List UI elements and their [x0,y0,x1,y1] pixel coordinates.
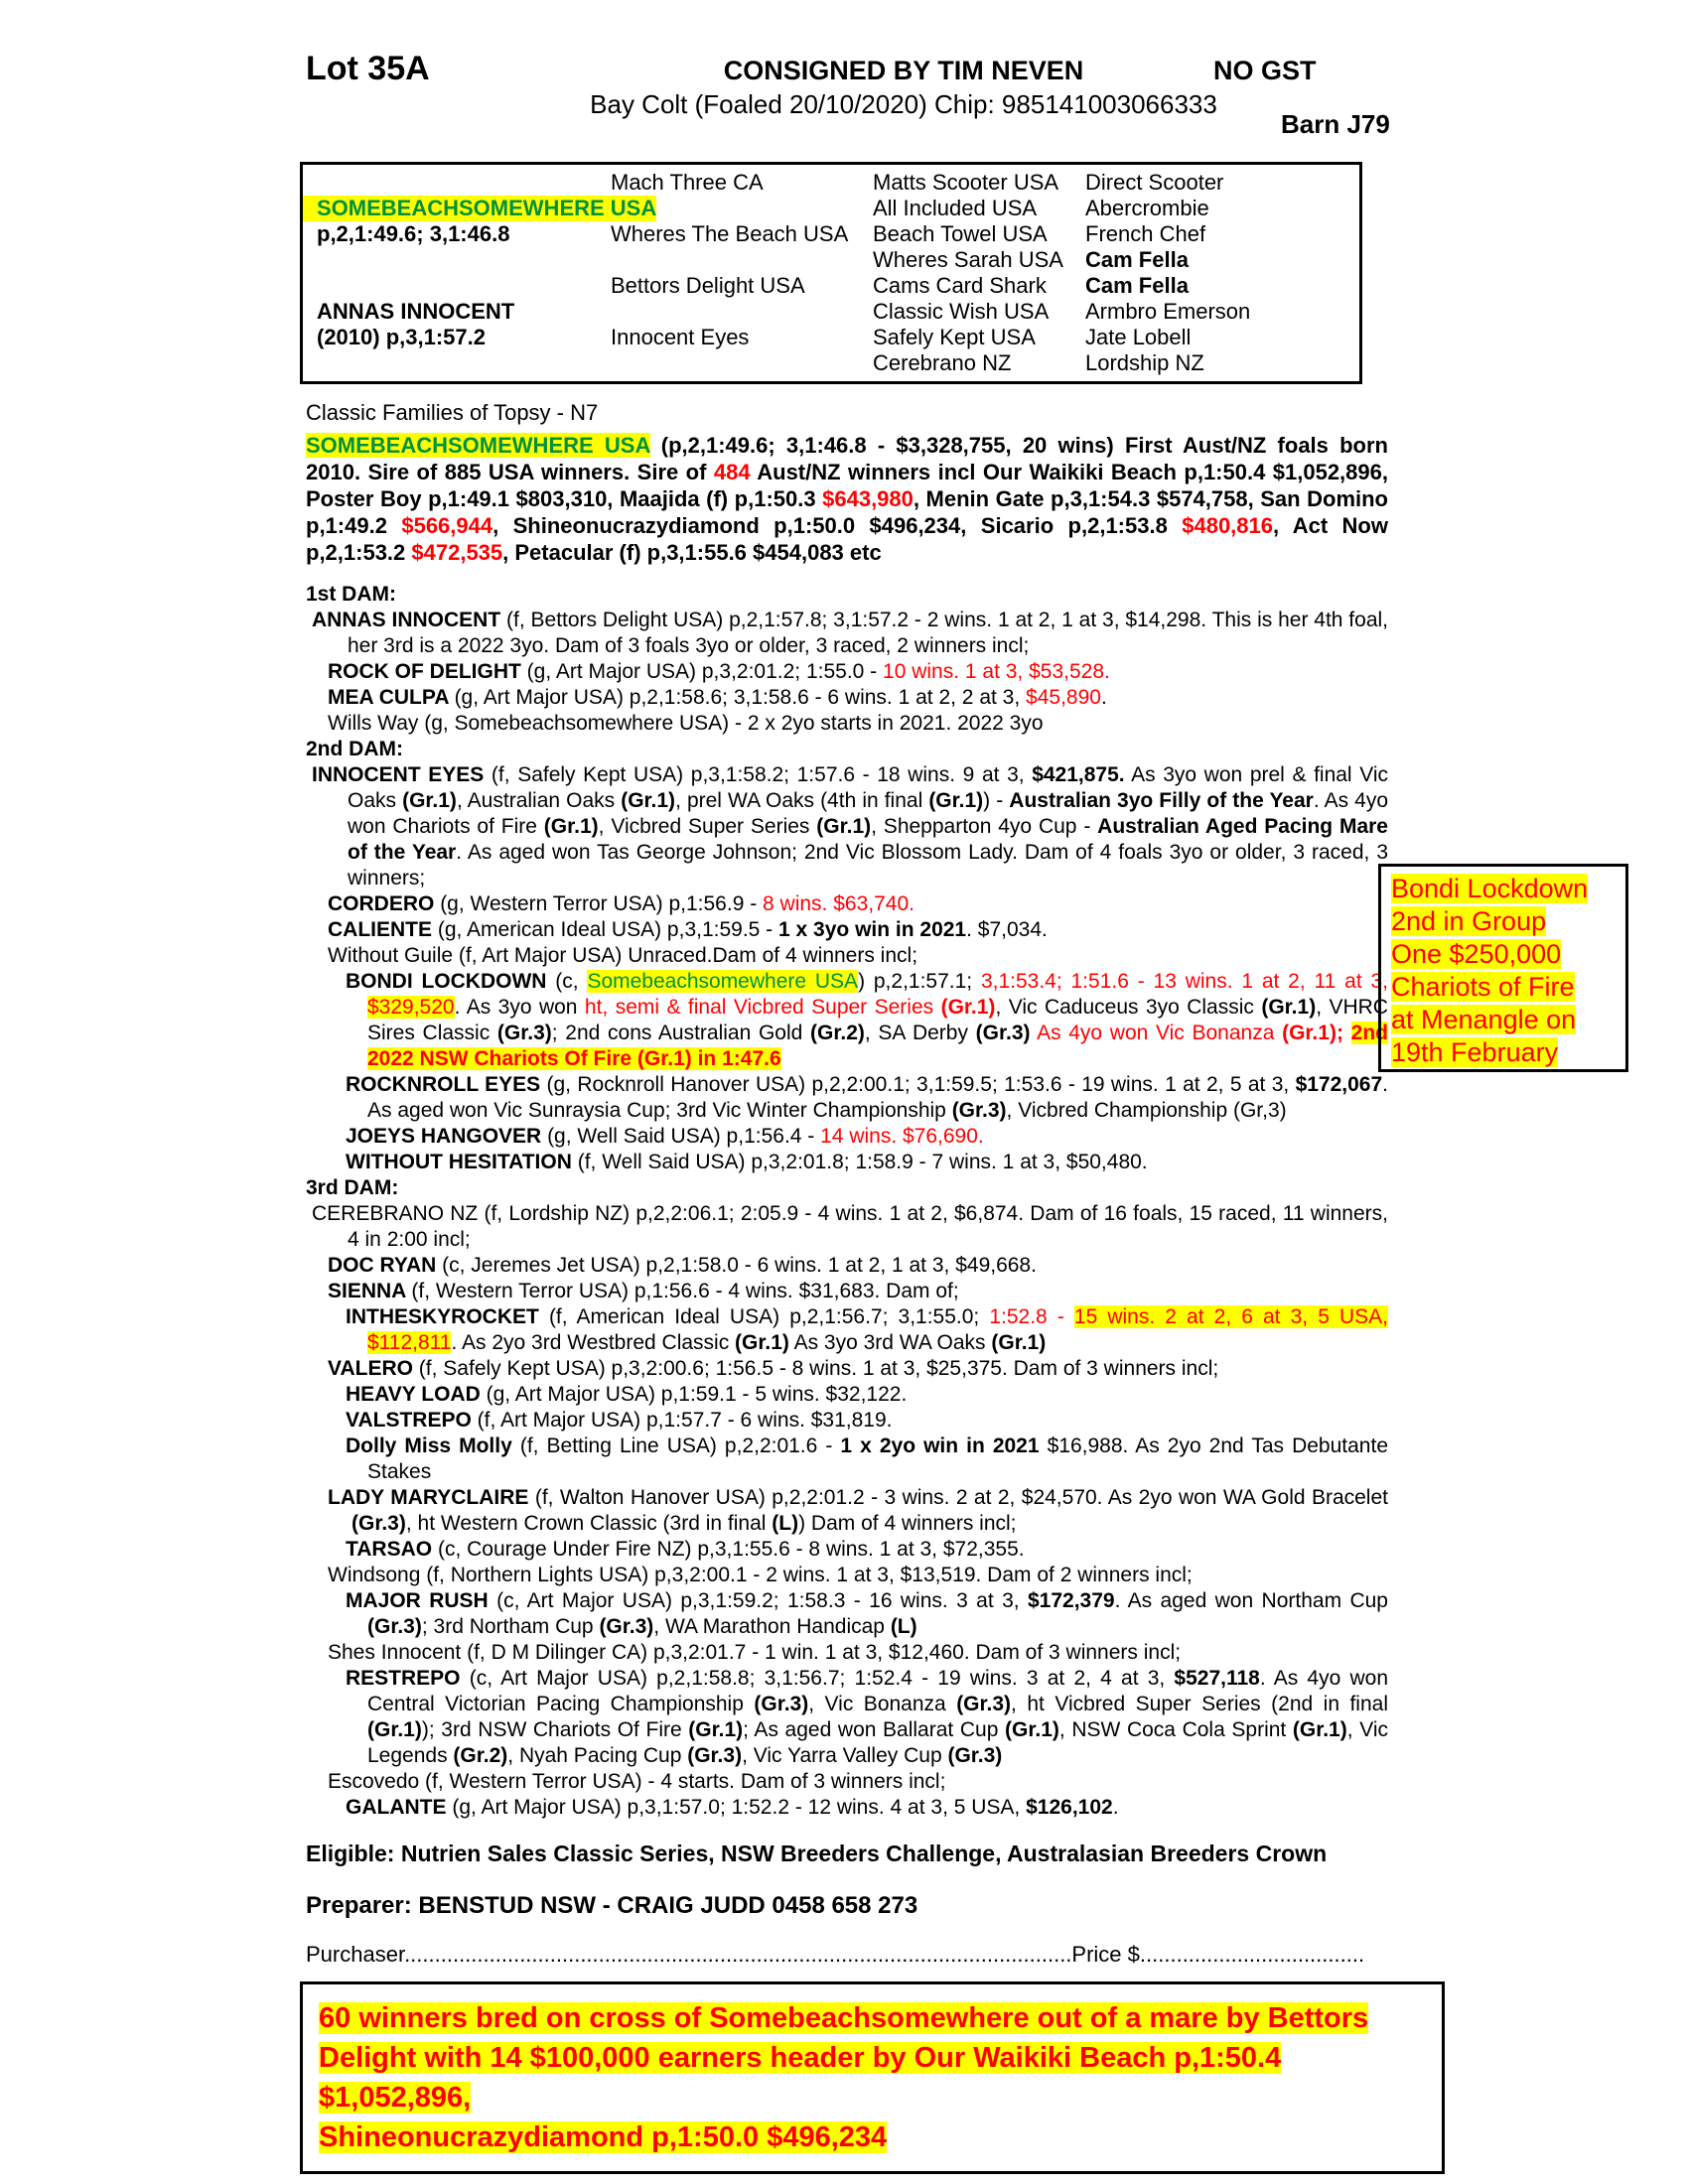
dam-section-header [306,737,1388,762]
text-segment [1343,1022,1351,1044]
pedigree-cell: Cam Fella [1085,273,1189,298]
horse-entry-cordero [306,891,1388,917]
pedigree-row [303,299,1359,325]
classic-families-line: Classic Families of Topsy - N7 [306,400,599,425]
text-segment: (f, Safely Kept USA) p,3,1:58.2; 1:57.6 - 18 wins. 9 at 3, [491,763,1033,786]
horse-entry-dolly-miss-molly [306,1433,1388,1485]
text-segment: Australian Aged Pacing Mare of the Year [348,815,1388,864]
text-segment: Dolly Miss Molly [346,1434,520,1457]
text-segment: 484 [713,460,751,484]
pedigree-cell: Jate Lobell [1085,325,1192,349]
page-header [0,0,1688,149]
pedigree-row [303,350,1359,376]
text-segment: , Vicbred Super Series [598,815,817,838]
text-segment: (g, American Ideal USA) p,3,1:59.5 - [437,918,779,941]
text-segment: (Gr.3) [496,1022,552,1044]
text-segment: 60 winners bred on cross of Somebeachsomewhere out of a mare by Bettors [319,2002,1369,2034]
pedigree-cell-dam-name: ANNAS INNOCENT [317,299,515,324]
text-segment: (Gr.3) [754,1693,809,1715]
footer-note-line [319,1998,1432,2038]
horse-entry-escovedo [306,1769,1388,1795]
preparer-line: Preparer: BENSTUD NSW - CRAIG JUDD 0458 658 273 [306,1892,918,1919]
text-segment: ht, semi & final Vicbred Super Series [584,996,941,1019]
dam-sections [306,582,1388,1821]
text-segment: (Gr.1) [402,789,457,812]
text-segment: . As 4yo won Central Victorian Pacing Championship [367,1667,1388,1715]
text-segment: BONDI LOCKDOWN [346,970,556,993]
text-segment: Aust/NZ winners incl Our Waikiki Beach p,1:50.4 $1,052,896, Poster Boy p,1:49.1 $803,310, Maajida (f) p,1:50.3 [306,460,1388,511]
footer-note-box [300,1981,1445,2174]
text-segment: (c, [555,970,588,993]
text-segment: . As 3yo won [454,996,585,1019]
text-segment: ; 2nd cons Australian Gold [551,1022,811,1044]
consignor-line: CONSIGNED BY TIM NEVEN [723,56,1084,85]
text-segment: JOEYS HANGOVER [346,1125,548,1148]
side-note-line [1391,1036,1625,1069]
text-segment: As 3yo won prel & final Vic Oaks [348,763,1388,812]
text-segment: (Gr.3) [956,1693,1012,1715]
text-segment: (f, Well Said USA) p,3,2:01.8; 1:58.9 - 7 wins. 1 at 3, $50,480. [577,1151,1148,1173]
pedigree-cell: Cams Card Shark [873,273,1047,298]
text-segment: CORDERO [328,892,441,915]
text-segment: 2nd 2022 NSW Chariots Of Fire [367,1022,1388,1070]
pedigree-cell: Matts Scooter USA [873,170,1059,195]
text-segment: $126,102 [1026,1796,1113,1819]
pedigree-cell: Abercrombie [1085,196,1209,220]
side-note-box [1378,864,1628,1072]
text-segment: (f, Walton Hanover USA) p,2,2:01.2 - 3 wins. 2 at 2, $24,570. As 2yo won WA Gold Bracelet [534,1486,1388,1509]
text-segment: (f, Art Major USA) p,1:57.7 - 6 wins. $31,819. [477,1409,893,1432]
pedigree-row [303,196,1359,221]
text-segment: (f, Western Terror USA) p,1:56.6 - 4 wins. $31,683. Dam of; [411,1280,959,1302]
horse-entry-galante [306,1795,1388,1821]
text-segment: in 1:47.6 [691,1047,781,1070]
main-text-column [306,400,1388,1968]
side-note-line [1391,938,1625,971]
horse-entry-intheskyrocket [306,1304,1388,1356]
text-segment: (g, Rocknroll Hanover USA) p,2,2:00.1; 3,1:59.5; 1:53.6 - 19 wins. 1 at 2, 5 at 3, [546,1073,1296,1096]
pedigree-cell [611,299,873,325]
text-segment: (Gr.3) [951,1099,1007,1122]
side-note-line [1391,905,1625,938]
text-segment: . As aged won Tas George Johnson; 2nd Vic Blossom Lady. Dam of 4 foals 3yo or older, 3 raced, 3 winners; [348,841,1388,889]
text-segment: (Gr.3) [599,1615,654,1638]
text-segment: (Gr.3) [975,1022,1031,1044]
barn-number: Barn J79 [1281,109,1390,139]
text-segment: Chariots of Fire [1391,972,1575,1002]
text-segment: WITHOUT HESITATION [346,1151,578,1173]
text-segment: $45,890 [1026,686,1101,709]
text-segment: Delight with 14 $100,000 earners header by Our Waikiki Beach p,1:50.4 $1,052,896, [319,2042,1282,2114]
text-segment: , WA Marathon Handicap [653,1615,891,1638]
horse-entry-rock-of-delight [306,659,1388,685]
text-segment: 14 wins. $76,690. [820,1125,984,1148]
pedigree-cell: Safely Kept USA [873,325,1036,349]
text-segment: (g, Art Major USA) p,3,2:01.2; 1:55.0 - [526,660,884,683]
text-segment: ROCKNROLL EYES [346,1073,547,1096]
text-segment: (Gr.3) [352,1512,406,1535]
text-segment: , ht Western Crown Classic (3rd in final [405,1512,773,1535]
text-segment: 15 wins. 2 at 2, 6 at 3, 5 USA, $112,811 [367,1305,1388,1354]
sire-paragraph [306,432,1388,566]
pedigree-cell: Classic Wish USA [873,299,1050,324]
price-label: Price $ [1071,1942,1140,1967]
text-segment: VALERO [328,1357,419,1380]
pedigree-cell: Beach Towel USA [873,221,1048,246]
dam-section-header [306,1175,1388,1201]
horse-entry-rocknroll-eyes [306,1072,1388,1124]
text-segment: HEAVY LOAD [346,1383,487,1406]
text-segment: Escovedo (f, Western Terror USA) - 4 starts. Dam of 3 winners incl; [328,1770,946,1793]
text-segment: (c, Jeremes Jet USA) p,2,1:58.0 - 6 wins. 1 at 2, 1 at 3, $49,668. [442,1254,1037,1277]
text-segment: , Shepparton 4yo Cup - [871,815,1098,838]
text-segment: 1 x 3yo win in 2021 [778,918,967,941]
text-segment: 2nd DAM: [306,738,403,760]
text-segment: (Gr.1) [1261,996,1317,1019]
text-segment: 1 x 2yo win in 2021 [840,1434,1040,1457]
text-segment: (Gr.1) [688,1718,744,1741]
text-segment: (Gr.3) [367,1615,422,1638]
text-segment: $172,067 [1295,1073,1383,1096]
text-segment: (g, Art Major USA) p,1:59.1 - 5 wins. $32,122. [486,1383,908,1406]
horse-entry-doc-ryan [306,1253,1388,1279]
text-segment: (f, Betting Line USA) p,2,2:01.6 - [519,1434,841,1457]
horse-entry-bondi-lockdown [306,969,1388,1072]
purchaser-label: Purchaser [306,1942,405,1967]
purchaser-blank: .............................................................................................................. [404,1942,1072,1967]
text-segment: $566,944 [401,513,493,538]
pedigree-cell: Cam Fella [1085,247,1189,272]
text-segment: INNOCENT EYES [312,763,492,786]
text-segment: (g, Art Major USA) p,3,1:57.0; 1:52.2 - 12 wins. 4 at 3, 5 USA, [452,1796,1027,1819]
text-segment: ; As aged won Ballarat Cup [743,1718,1006,1741]
footer-note-line [319,2117,1432,2157]
pedigree-cell-sire-name: SOMEBEACHSOMEWHERE USA [303,196,656,221]
text-segment: (g, Western Terror USA) p,1:56.9 - [440,892,764,915]
text-segment: One $250,000 [1391,939,1562,969]
text-segment: $329,520 [367,996,455,1019]
text-segment: $643,980 [822,486,914,511]
text-segment: CEREBRANO NZ (f, Lordship NZ) p,2,2:06.1; 2:05.9 - 4 wins. 1 at 2, $6,874. Dam of 16 foals, 15 raced, 11 winners, 4 in 2:00 incl; [312,1202,1388,1251]
side-note-line [1391,971,1625,1004]
text-segment: 2nd in Group [1391,906,1547,936]
text-segment: TARSAO [346,1538,438,1561]
price-blank: ..................................... [1139,1942,1365,1967]
text-segment: (Gr.3) [947,1744,1003,1767]
text-segment: Without Guile (f, Art Major USA) Unraced.Dam of 4 winners incl; [328,944,918,967]
text-segment: DOC RYAN [328,1254,443,1277]
purchaser-price-line [306,1942,1388,1968]
side-note-line [1391,873,1625,905]
text-segment: (f, American Ideal USA) p,2,1:56.7; 3,1:55.0; [548,1305,990,1328]
text-segment: , Vic Caduceus 3yo Classic [995,996,1262,1019]
text-segment: SOMEBEACHSOMEWHERE USA [306,433,650,458]
text-segment: (Gr.2) [453,1744,508,1767]
pedigree-cell: Wheres The Beach USA [611,221,849,246]
text-segment: 3,1:53.4; 1:51.6 - 13 wins. 1 at 2, 11 at 3, [980,970,1388,993]
pedigree-cell: Innocent Eyes [611,325,750,349]
text-segment: (c, Art Major USA) p,3,1:59.2; 1:58.3 - 16 wins. 3 at 3, [496,1589,1028,1612]
text-segment: . As 4yo won Chariots of Fire [348,789,1388,838]
pedigree-cell: Cerebrano NZ [873,350,1012,375]
text-segment: , Nyah Pacing Cup [507,1744,688,1767]
pedigree-cell: Wheres Sarah USA [873,247,1063,272]
text-segment: , Vic Bonanza [808,1693,957,1715]
horse-entry-wills-way [306,711,1388,737]
text-segment: (Gr.1) [991,1331,1047,1354]
text-segment: (Gr.1) [1005,1718,1059,1741]
pedigree-cell: Bettors Delight USA [611,273,805,298]
text-segment: (p,2,1:49.6; 3,1:46.8 - $3,328,755, 20 wins) First Aust/NZ foals born 2010. Sire of 885 USA winners. Sire of [306,433,1389,484]
text-segment: , Shineonucrazydiamond p,1:50.0 $496,234, Sicario p,2,1:53.8 [492,513,1183,538]
pedigree-row [303,247,1359,273]
text-segment: 3rd DAM: [306,1176,399,1199]
text-segment: 19th February [1391,1037,1559,1067]
text-segment: (L) [890,1615,917,1638]
text-segment: , SA Derby [864,1022,976,1044]
pedigree-cell: Armbro Emerson [1085,299,1251,324]
text-segment: , Menin Gate p,3,1:54.3 $574,758, San Domino p,1:49.2 [306,486,1388,538]
pedigree-cell-dam-record: (2010) p,3,1:57.2 [317,325,486,349]
horse-entry-windsong [306,1563,1388,1588]
text-segment: (f, Safely Kept USA) p,3,2:00.6; 1:56.5 - 8 wins. 1 at 3, $25,375. Dam of 3 winners incl; [418,1357,1219,1380]
pedigree-row [303,273,1359,299]
text-segment: GALANTE [346,1796,453,1819]
horse-entry-shes-innocent [306,1640,1388,1666]
text-segment: 10 wins. 1 at 3, $53,528. [883,660,1110,683]
side-note-line [1391,1004,1625,1036]
text-segment: (Gr.1) [543,815,599,838]
text-segment: (Gr.1) [940,996,996,1019]
text-segment: , Vic Yarra Valley Cup [742,1744,948,1767]
colt-info-line: Bay Colt (Foaled 20/10/2020) Chip: 985141003066333 [590,89,1217,119]
pedigree-cell [303,273,611,299]
text-segment: LADY MARYCLAIRE [328,1486,535,1509]
text-segment: Shineonucrazydiamond p,1:50.0 $496,234 [319,2121,888,2153]
text-segment: ) Dam of 4 winners incl; [798,1512,1017,1535]
text-segment: (Gr.1) [1292,1718,1347,1741]
text-segment: ); 3rd NSW Chariots Of Fire [421,1718,689,1741]
text-segment: (L) [772,1512,799,1535]
horse-entry-restrepo [306,1666,1388,1769]
text-segment: ; 3rd Northam Cup [421,1615,600,1638]
pedigree-row [303,325,1359,350]
text-segment: . As 2yo 3rd Westbred Classic [451,1331,736,1354]
pedigree-row [303,221,1359,247]
gst-status: NO GST [1213,56,1317,85]
pedigree-cell [303,170,611,196]
text-segment: (Gr.1) [928,789,984,812]
horse-entry-joeys-hangover [306,1124,1388,1150]
pedigree-cell [611,350,873,376]
horse-entry-cerebrano [306,1201,1388,1253]
text-segment: Wills Way (g, Somebeachsomewhere USA) - 2 x 2yo starts in 2021. 2022 3yo [328,712,1044,735]
text-segment: . [1100,686,1107,709]
pedigree-cell [611,196,873,221]
text-segment: 1st DAM: [306,583,397,606]
text-segment: As 4yo won Vic Bonanza [1037,1022,1283,1044]
text-segment: Somebeachsomewhere USA [587,970,859,993]
text-segment: ) - [983,789,1010,812]
text-segment: $16,988. As 2yo 2nd Tas Debutante Stakes [367,1434,1388,1483]
text-segment: Bondi Lockdown [1391,874,1589,903]
horse-entry-heavy-load [306,1382,1388,1408]
text-segment: , prel WA Oaks (4th in final [675,789,929,812]
text-segment: , Act Now p,2,1:53.2 [306,513,1388,565]
pedigree-cell [303,350,611,376]
text-segment: $480,816 [1182,513,1273,538]
text-segment: Shes Innocent (f, D M Dilinger CA) p,3,2:01.7 - 1 win. 1 at 3, $12,460. Dam of 3 winners incl; [328,1641,1182,1664]
text-segment: (Gr.2) [810,1022,865,1044]
text-segment: 8 wins. $63,740. [763,892,914,915]
text-segment: $172,379 [1027,1589,1115,1612]
text-segment: MAJOR RUSH [346,1589,497,1612]
text-segment: (g, Well Said USA) p,1:56.4 - [547,1125,821,1148]
text-segment: ANNAS INNOCENT [312,609,507,631]
text-segment: (Gr.3) [687,1744,743,1767]
text-segment: (c, Art Major USA) p,2,1:58.8; 3,1:56.7; 1:52.4 - 19 wins. 3 at 2, 4 at 3, [469,1667,1175,1690]
text-segment: (Gr.1) [816,815,872,838]
pedigree-cell: Mach Three CA [611,170,764,195]
text-segment: . [1112,1796,1119,1819]
text-segment: (Gr.1); [1282,1022,1343,1044]
text-segment: CALIENTE [328,918,438,941]
text-segment: (Gr.1) [735,1331,789,1354]
text-segment: . As aged won Vic Sunraysia Cup; 3rd Vic Winter Championship [367,1073,1389,1122]
text-segment: $421,875. [1032,763,1125,786]
pedigree-table [300,162,1362,384]
text-segment: (Gr.1) [367,1718,422,1741]
pedigree-row [303,170,1359,196]
horse-entry-lady-maryclaire [306,1485,1388,1537]
horse-entry-without-hesitation [306,1150,1388,1175]
pedigree-cell [303,247,611,273]
text-segment: - [1047,1305,1074,1328]
horse-entry-sienna [306,1279,1388,1304]
text-segment: RESTREPO [346,1667,470,1690]
text-segment: ROCK OF DELIGHT [328,660,527,683]
text-segment: Windsong (f, Northern Lights USA) p,3,2:00.1 - 2 wins. 1 at 3, $13,519. Dam of 2 winners incl; [328,1564,1193,1586]
text-segment: (g, Art Major USA) p,2,1:58.6; 3,1:58.6 - 6 wins. 1 at 2, 2 at 3, [454,686,1027,709]
text-segment: MEA CULPA [328,686,455,709]
pedigree-cell [611,247,873,273]
horse-entry-caliente [306,917,1388,943]
horse-entry-valstrepo [306,1408,1388,1433]
text-segment: , VHRC Sires Classic [367,996,1388,1044]
text-segment: ) p,2,1:57.1; [858,970,981,993]
text-segment: (c, Courage Under Fire NZ) p,3,1:55.6 - 8 wins. 1 at 3, $72,355. [437,1538,1025,1561]
text-segment: , Petacular (f) p,3,1:55.6 $454,083 etc [502,540,882,565]
horse-entry-without-guile [306,943,1388,969]
dam-section-header [306,582,1388,608]
horse-entry-innocent-eyes [306,762,1388,891]
text-segment: . $7,034. [966,918,1048,941]
horse-entry-valero [306,1356,1388,1382]
footer-note-line [319,2038,1432,2117]
text-segment: , Australian Oaks [456,789,622,812]
eligibility-line: Eligible: Nutrien Sales Classic Series, NSW Breeders Challenge, Australasian Breeders Crown [306,1841,1328,1866]
horse-entry-annas-innocent [306,608,1388,659]
text-segment: . As aged won Northam Cup [1114,1589,1388,1612]
pedigree-cell: French Chef [1085,221,1206,246]
text-segment: As 3yo 3rd WA Oaks [788,1331,992,1354]
text-segment: SIENNA [328,1280,412,1302]
text-segment: INTHESKYROCKET [346,1305,549,1328]
text-segment: , Vic Legends [367,1718,1388,1767]
text-segment: , NSW Coca Cola Sprint [1058,1718,1293,1741]
text-segment: at Menangle on [1391,1005,1577,1034]
text-segment: 1:52.8 [989,1305,1048,1328]
horse-entry-major-rush [306,1588,1388,1640]
text-segment: , ht Vicbred Super Series (2nd in final [1011,1693,1388,1715]
text-segment: VALSTREPO [346,1409,478,1432]
pedigree-cell: Direct Scooter [1085,170,1224,195]
text-segment: $472,535 [411,540,503,565]
text-segment: (Gr.1) [636,1047,692,1070]
text-segment: (Gr.1) [621,789,676,812]
horse-entry-tarsao [306,1537,1388,1563]
text-segment: $527,118 [1174,1667,1260,1690]
pedigree-cell: Lordship NZ [1085,350,1204,375]
text-segment: , Vicbred Championship (Gr,3) [1006,1099,1287,1122]
pedigree-cell: All Included USA [873,196,1038,220]
lot-number: Lot 35A [306,50,430,87]
horse-entry-mea-culpa [306,685,1388,711]
text-segment: Australian 3yo Filly of the Year [1009,789,1314,812]
pedigree-cell-sire-record: p,2,1:49.6; 3,1:46.8 [317,221,510,246]
text-segment: (f, Bettors Delight USA) p,2,1:57.8; 3,1:57.2 - 2 wins. 1 at 2, 1 at 3, $14,298. This is her 4th foal, her 3rd is a 2022 3yo. Dam of 3 foals 3yo or older, 3 raced, 2 winners incl; [348,609,1388,657]
